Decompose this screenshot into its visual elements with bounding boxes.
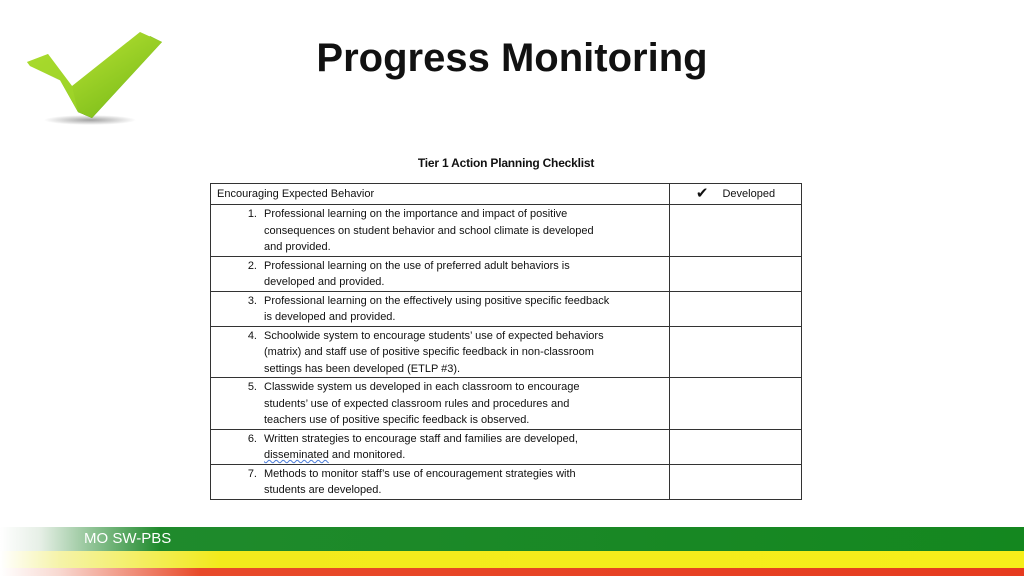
- item-number: 5.: [247, 381, 257, 393]
- developed-cell[interactable]: [670, 464, 802, 499]
- item-number: 7.: [247, 467, 257, 480]
- developed-cell[interactable]: [670, 429, 802, 464]
- table-row: [211, 256, 802, 291]
- item-text: Professional learning on the importance and impact of positive consequences on student behavior and school climate is developed and provided.: [264, 208, 594, 253]
- table-row: [211, 205, 802, 257]
- item-number: 3.: [247, 294, 257, 307]
- table-row: [211, 378, 802, 430]
- footer-band: [0, 527, 1024, 576]
- developed-cell[interactable]: [670, 326, 802, 378]
- item-cell: [211, 205, 670, 257]
- section-header: Encouraging Expected Behavior: [211, 184, 670, 205]
- checklist-title: Tier 1 Action Planning Checklist: [417, 156, 595, 170]
- item-cell: [211, 256, 670, 291]
- table-row: [211, 429, 802, 464]
- status-header-label: Developed: [722, 188, 776, 201]
- developed-cell[interactable]: [670, 291, 802, 326]
- item-cell: [211, 326, 670, 378]
- developed-cell[interactable]: [670, 256, 802, 291]
- item-number: 6.: [247, 432, 257, 445]
- item-text: Professional learning on the effectively using positive specific feedback is developed and provided.: [264, 294, 610, 323]
- item-number: 1.: [247, 208, 257, 220]
- status-header-cell: [670, 184, 802, 205]
- slide-title: Progress Monitoring: [316, 36, 708, 80]
- item-text: Written strategies to encourage staff and families are developed, disseminated and monitored.: [264, 432, 578, 461]
- developed-cell[interactable]: [670, 205, 802, 257]
- table-row: [211, 291, 802, 326]
- checkmark-icon: ✔: [695, 185, 709, 203]
- item-text: Schoolwide system to encourage students’ use of expected behaviors (matrix) and staff use of positive specific feedback in non-classroom settings has been developed (ETLP #3).: [264, 329, 604, 375]
- item-cell: [211, 464, 670, 499]
- item-number: 2.: [247, 259, 257, 272]
- spellcheck-flagged-word: disseminated: [264, 449, 329, 461]
- developed-cell[interactable]: [670, 378, 802, 430]
- header-row: [211, 184, 802, 205]
- item-cell: [211, 291, 670, 326]
- table-row: [211, 326, 802, 378]
- footer-yellow-stripe: [0, 551, 1024, 568]
- item-text: Methods to monitor staff’s use of encouragement strategies with students are developed.: [264, 467, 576, 496]
- footer-label: MO SW-PBS: [84, 530, 172, 547]
- table-row: [211, 464, 802, 499]
- item-cell: [211, 378, 670, 430]
- footer-red-stripe: [0, 568, 1024, 576]
- item-cell: [211, 429, 670, 464]
- action-planning-checklist: [210, 183, 802, 500]
- item-text: Classwide system us developed in each classroom to encourage students’ use of expected classroom rules and procedures and teachers use of positive specific feedback is observed.: [264, 381, 580, 426]
- item-text: Professional learning on the use of preferred adult behaviors is developed and provided.: [264, 259, 570, 288]
- item-number: 4.: [247, 329, 257, 342]
